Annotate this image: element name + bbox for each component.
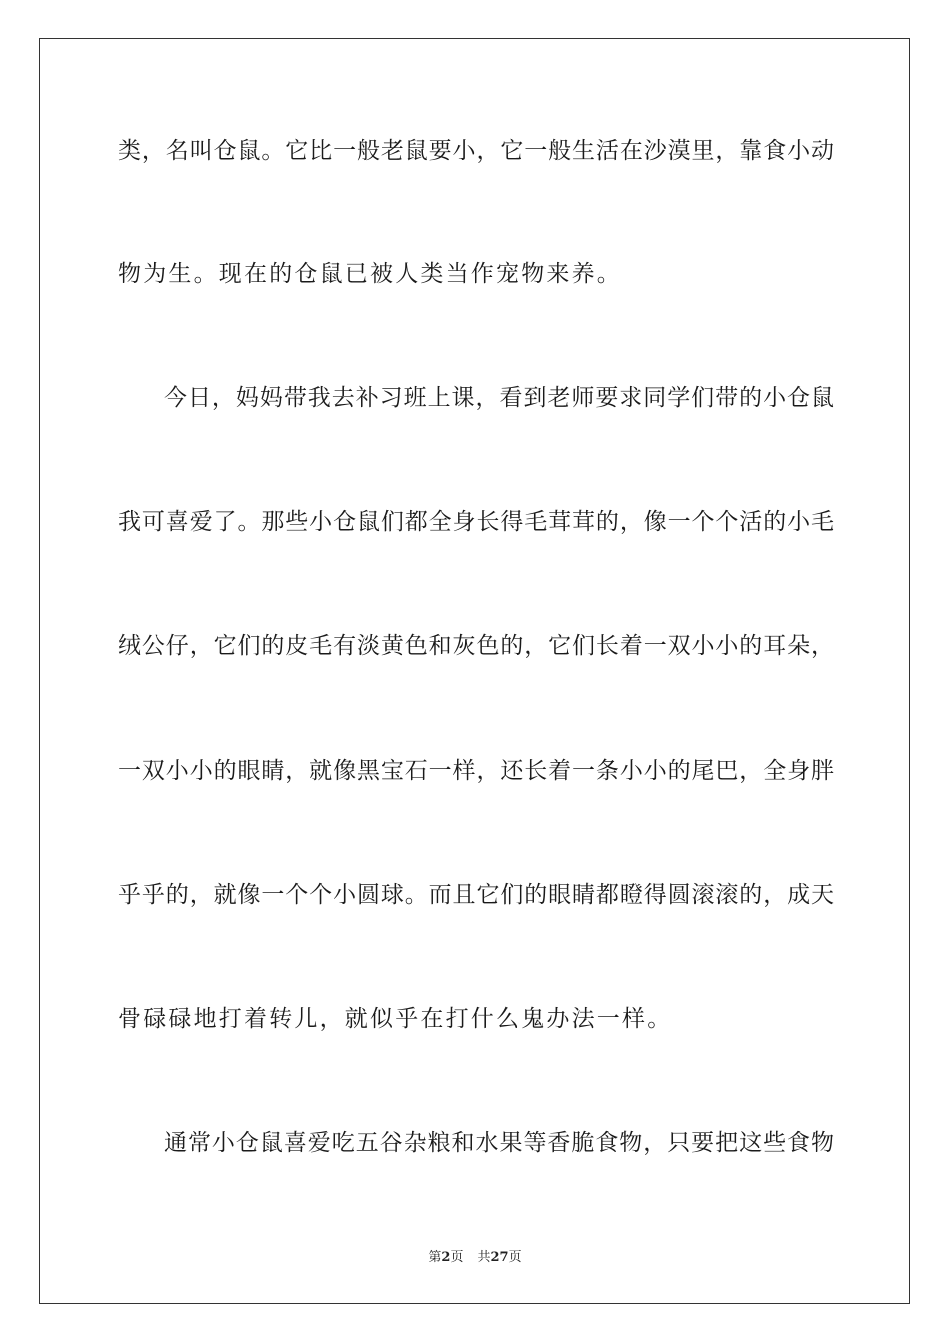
body-text-line: 类，名叫仓鼠。它比一般老鼠要小，它一般生活在沙漠里，靠食小动 — [118, 138, 834, 164]
page-prefix: 第 — [428, 1250, 442, 1265]
body-text-line: 我可喜爱了。那些小仓鼠们都全身长得毛茸茸的，像一个个活的小毛 — [118, 509, 834, 535]
body-text-line: 物为生。现在的仓鼠已被人类当作宠物来养。 — [118, 261, 622, 287]
body-text-line: 一双小小的眼睛，就像黑宝石一样，还长着一条小小的尾巴，全身胖 — [118, 758, 834, 784]
paragraph-first-line: 通常小仓鼠喜爱吃五谷杂粮和水果等香脆食物，只要把这些食物 — [164, 1130, 834, 1156]
page-border — [39, 38, 910, 1304]
page-footer — [0, 1246, 950, 1265]
body-text-line: 骨碌碌地打着转儿，就似乎在打什么鬼办法一样。 — [118, 1006, 673, 1032]
body-text-line: 绒公仔，它们的皮毛有淡黄色和灰色的，它们长着一双小小的耳朵， — [118, 633, 834, 659]
paragraph-first-line: 今日，妈妈带我去补习班上课，看到老师要求同学们带的小仓鼠 — [164, 385, 834, 411]
page-suffix: 页 — [450, 1250, 464, 1265]
total-pages-number: 27 — [490, 1250, 509, 1265]
body-text-line: 乎乎的，就像一个个小圆球。而且它们的眼睛都瞪得圆滚滚的，成天 — [118, 882, 834, 908]
current-page-number: 2 — [441, 1250, 451, 1265]
total-suffix: 页 — [508, 1250, 522, 1265]
total-prefix: 共 — [477, 1250, 491, 1265]
